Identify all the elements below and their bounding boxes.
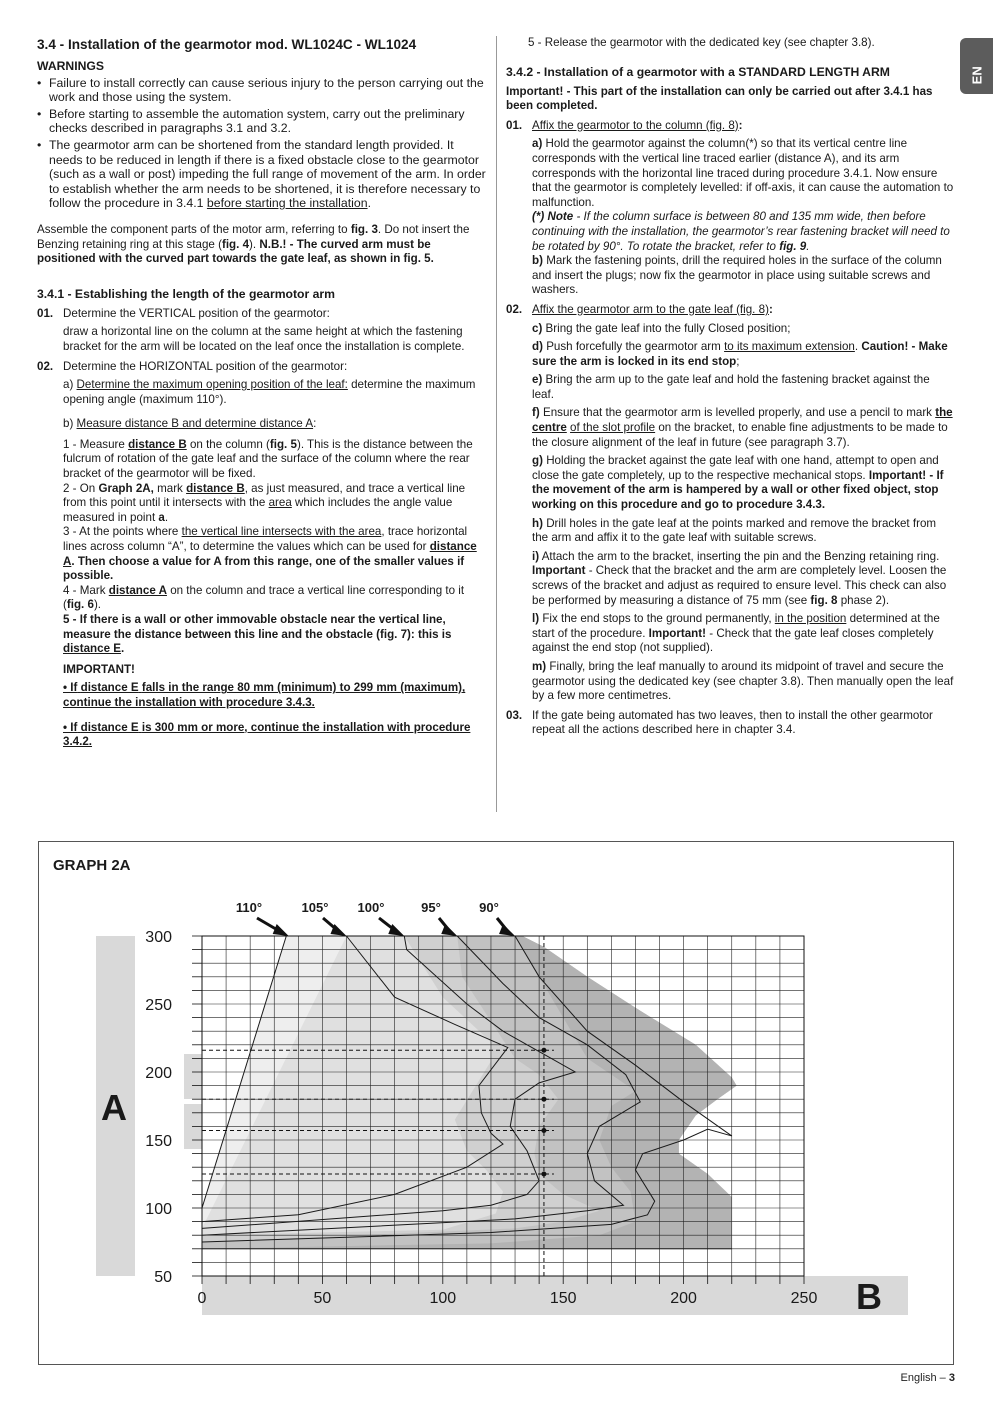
angle-label: 95°	[421, 900, 441, 915]
x-tick-label: 50	[313, 1290, 332, 1307]
warning-item: • Failure to install correctly can cause serious injury to the person carrying out the work and those using the system.	[37, 76, 487, 105]
y-tick-label: 300	[145, 929, 172, 946]
point-3: 3 - At the points where the vertical line intersects with the area, trace horizontal lines across column “A”, to determine the values which can be used for distance A. Then choose a value for A from this range, one of the smaller values if possible.	[63, 525, 477, 583]
warnings-list	[37, 76, 487, 211]
step-01: 01. Determine the VERTICAL position of the gearmotor:	[37, 306, 330, 320]
step-03-right: 03. If the gate being automated has two leaves, then to install the other gearmotor repeat all the actions described here in chapter 3.4.	[506, 708, 933, 737]
step-f: f) Ensure that the gearmotor arm is levelled properly, and use a pencil to mark the centre of the slot profile on the bracket, to enable fine adjustments to be made to the closure alignment of the leaf in future (see paragraph 3.7).	[532, 406, 953, 449]
language-tab[interactable]	[960, 38, 993, 94]
warning-item: • Before starting to assemble the automation system, carry out the preliminary checks described in paragraphs 3.1 and 3.2.	[37, 107, 487, 136]
y-tick-label: 100	[145, 1201, 172, 1218]
step-h: h) Drill holes in the gate leaf at the points marked and remove the bracket from the arm and affix it to the gate leaf with suitable screws.	[532, 516, 937, 545]
step-02a: a) Determine the maximum opening position of the leaf: determine the maximum opening angle (maximum 110°).	[63, 378, 476, 406]
angle-label: 100°	[357, 900, 385, 915]
x-tick-label: 0	[197, 1290, 207, 1307]
axis-a-label: A	[101, 1087, 127, 1128]
important-item-2: • If distance E is 300 mm or more, continue the installation with procedure 3.4.2.	[63, 720, 471, 749]
right-column	[506, 36, 954, 738]
graph-2a	[38, 841, 954, 1365]
language-tab-label: EN	[969, 66, 985, 85]
point-5: 5 - If there is a wall or other immovable obstacle near the vertical line, measure the distance between this line and the obstacle (fig. 7): this is distance E.	[63, 613, 452, 656]
step-note: (*) Note - If the column surface is between 80 and 135 mm wide, then before continuing with the installation, the gearmotor’s rear fastening bracket will need to be rotated by 90°. To rotate the bracket, refer to fig. 9.	[532, 210, 950, 253]
warning-item: • The gearmotor arm can be shortened from the standard length provided. It needs to be reduced in length if there is a fixed obstacle close to the gearmotor (such as a wall or post) impeding the full range of movement of the arm. In order to establish whether the arm needs to be shortened, it is therefore necessary to follow the procedure in 3.4.1 before starting the installation.	[37, 138, 487, 211]
point-4: 4 - Mark distance A on the column and trace a vertical line corresponding to it (fig. 6).	[63, 583, 465, 612]
step-e: e) Bring the arm up to the gate leaf and hold the fastening bracket against the leaf.	[532, 373, 930, 401]
y-tick-label: 50	[154, 1269, 172, 1286]
column-divider	[496, 36, 497, 812]
step-a: a) Hold the gearmotor against the column(*) so that its vertical centre line corresponds with the vertical line traced earlier (distance A), and its arm corresponds with the horizontal line traced during procedure 3.4.1. Now ensure that the gearmotor is completely levelled: if off-axis, it can cause the automation to malfunction.	[532, 137, 954, 209]
intersection-point	[541, 1172, 546, 1177]
section-title: 3.4 - Installation of the gearmotor mod. WL1024C - WL1024	[37, 37, 417, 52]
x-tick-label: 200	[670, 1290, 697, 1307]
step-01-body: draw a horizontal line on the column at the same height at which the fastening bracket for the arm will be located on the leaf once the installation is complete.	[63, 325, 465, 353]
step-l: l) Fix the end stops to the ground permanently, in the position determined at the start of the procedure. Important! - Check that the gate leaf closes completely against the end stop (not supplied).	[532, 612, 940, 655]
intersection-point	[541, 1048, 546, 1053]
step-02-right: 02. Affix the gearmotor arm to the gate leaf (fig. 8):	[506, 302, 773, 316]
subsection-title-341: 3.4.1 - Establishing the length of the gearmotor arm	[37, 286, 335, 301]
assemble-paragraph: Assemble the component parts of the motor arm, referring to fig. 3. Do not insert the Benzing retaining ring at this stage (fig. 4). N.B.! - The curved arm must be positioned with the curved part towards the gate leaf, as shown in fig. 5.	[37, 222, 470, 266]
angle-label: 110°	[235, 900, 263, 915]
step-g: g) Holding the bracket against the gate leaf with one hand, attempt to open and close the gate completely, up to the respective mechanical stops. Important! - If the movement of the arm is hampered by a wall or other fixed object, stop working on this procedure and go to procedure 3.4.3.	[532, 454, 944, 512]
step-i: i) Attach the arm to the bracket, inserting the pin and the Benzing retaining ring. Important - Check that the bracket and the arm are completely level. Loosen the screws of the bracket and adjust as required to ensure level. This check can also be performed by measuring a distance of 75 mm (see fig. 8 phase 2).	[532, 549, 947, 607]
release-step: 5 - Release the gearmotor with the dedicated key (see chapter 3.8).	[528, 36, 875, 49]
x-tick-label: 150	[549, 1290, 577, 1307]
point-2: 2 - On Graph 2A, mark distance B, as just measured, and trace a vertical line from this point until it intersects with the area which includes the angle value measured in point a.	[63, 481, 466, 524]
step-b: b) Mark the fastening points, drill the required holes in the surface of the column and insert the plugs; now fix the gearmotor in place using suitable screws and washers.	[532, 254, 942, 297]
axis-a-highlight	[184, 1054, 202, 1099]
angle-label: 105°	[301, 900, 329, 915]
subsection-title-342: 3.4.2 - Installation of a gearmotor with a STANDARD LENGTH ARM	[506, 64, 890, 79]
y-tick-label: 150	[145, 1133, 172, 1150]
step-02b: b) Measure distance B and determine distance A:	[63, 417, 317, 431]
graph-svg	[39, 842, 955, 1366]
intersection-point	[541, 1128, 546, 1133]
x-tick-label: 100	[429, 1290, 457, 1307]
angle-arrowhead	[273, 924, 289, 936]
y-tick-label: 250	[145, 997, 172, 1014]
intersection-point	[541, 1097, 546, 1102]
point-1: 1 - Measure distance B on the column (fig. 5). This is the distance between the fulcrum of rotation of the gate leaf and the surface of the column where the rear bracket of the gearmotor will be fixed.	[63, 437, 473, 481]
important-title: IMPORTANT!	[63, 662, 135, 676]
angle-label: 90°	[479, 900, 499, 915]
warnings-title: WARNINGS	[37, 59, 105, 73]
page-footer: English – 3	[900, 1372, 955, 1384]
step-01-right: 01. Affix the gearmotor to the column (fig. 8):	[506, 118, 743, 132]
step-d: d) Push forcefully the gearmotor arm to its maximum extension. Caution! - Make sure the arm is locked in its end stop;	[532, 340, 948, 368]
x-tick-label: 250	[790, 1290, 818, 1307]
axis-b-label: B	[856, 1276, 882, 1317]
y-tick-label: 200	[145, 1065, 172, 1082]
important-note: Important! - This part of the installation can only be carried out after 3.4.1 has been completed.	[506, 84, 933, 113]
important-item-1: • If distance E falls in the range 80 mm (minimum) to 299 mm (maximum), continue the installation with procedure 3.4.3.	[63, 681, 466, 709]
left-column	[37, 36, 487, 750]
graph-title: GRAPH 2A	[53, 857, 131, 874]
step-m: m) Finally, bring the leaf manually to around its midpoint of travel and secure the gearmotor using the dedicated key (see chapter 3.8). Then manually open the leaf by a few more centimetres.	[532, 659, 954, 703]
step-02: 02. Determine the HORIZONTAL position of the gearmotor:	[37, 359, 348, 373]
step-c: c) Bring the gate leaf into the fully Closed position;	[532, 321, 791, 335]
